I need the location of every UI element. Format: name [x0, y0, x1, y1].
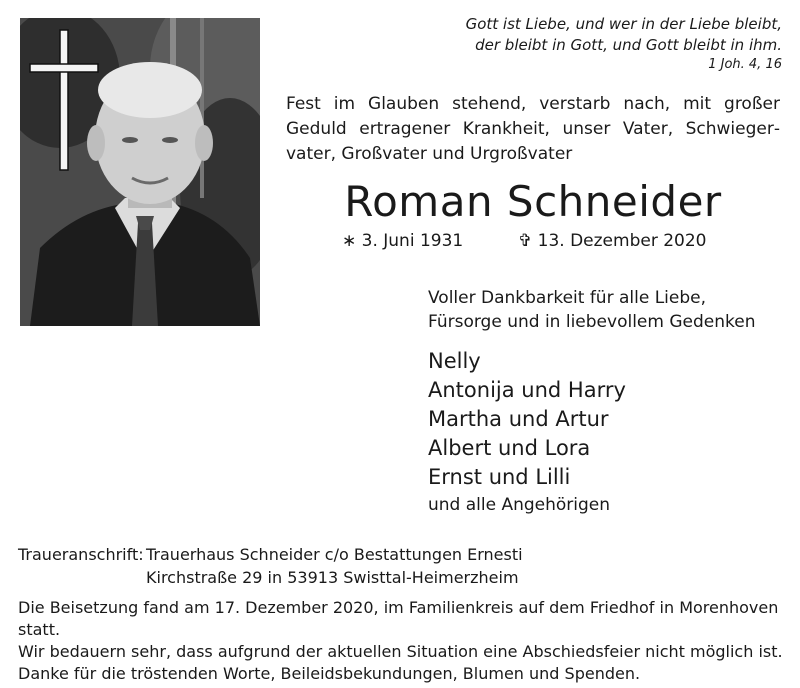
verse-reference: 1 Joh. 4, 16	[708, 57, 782, 72]
funeral-note: Die Beisetzung fand am 17. Dezember 2020, im Familienkreis auf dem Friedhof in Morenhoven statt.	[18, 598, 779, 639]
thanks-text	[428, 286, 780, 334]
family-member: Martha und Artur	[428, 407, 609, 431]
family-member: Ernst und Lilli	[428, 465, 571, 489]
address-line-1: Trauerhaus Schneider c/o Bestattungen Ernesti	[146, 545, 523, 564]
thanks-line-1: Voller Dankbarkeit für alle Liebe,	[428, 288, 707, 308]
bible-verse	[402, 14, 782, 74]
deceased-name: Roman Schneider	[344, 177, 722, 226]
portrait-photo	[20, 18, 260, 326]
address-line-2: Kirchstraße 29 in 53913 Swisttal-Heimerzheim	[146, 568, 519, 587]
family-member: Antonija und Harry	[428, 378, 626, 402]
intro-text: Fest im Glauben stehend, verstarb nach, mit großer Geduld ertragener Krankheit, unser Vater, Schwiegervater, Großvater und Urgroßvater	[286, 94, 780, 164]
birth-date: ∗ 3. Juni 1931	[342, 231, 464, 251]
family-list	[428, 347, 780, 518]
portrait-illustration	[20, 18, 260, 326]
family-member: Nelly	[428, 349, 481, 373]
thanks-line-2: Fürsorge und in liebevollem Gedenken	[428, 312, 756, 332]
family-closing: und alle Angehörigen	[428, 495, 611, 515]
funeral-notes	[18, 597, 788, 685]
death-date: ✞ 13. Dezember 2020	[518, 231, 707, 251]
life-dates	[342, 230, 722, 252]
family-member: Albert und Lora	[428, 436, 591, 460]
verse-line-2: der bleibt in Gott, und Gott bleibt in ihm.	[475, 36, 782, 54]
gratitude-note: Danke für die tröstenden Worte, Beileidsbekundungen, Blumen und Spenden.	[18, 664, 641, 683]
regret-note: Wir bedauern sehr, dass aufgrund der aktuellen Situation eine Abschiedsfeier nicht möglich ist.	[18, 642, 783, 661]
address-label: Traueranschrift:	[18, 545, 144, 564]
verse-line-1: Gott ist Liebe, und wer in der Liebe bleibt,	[465, 15, 782, 33]
